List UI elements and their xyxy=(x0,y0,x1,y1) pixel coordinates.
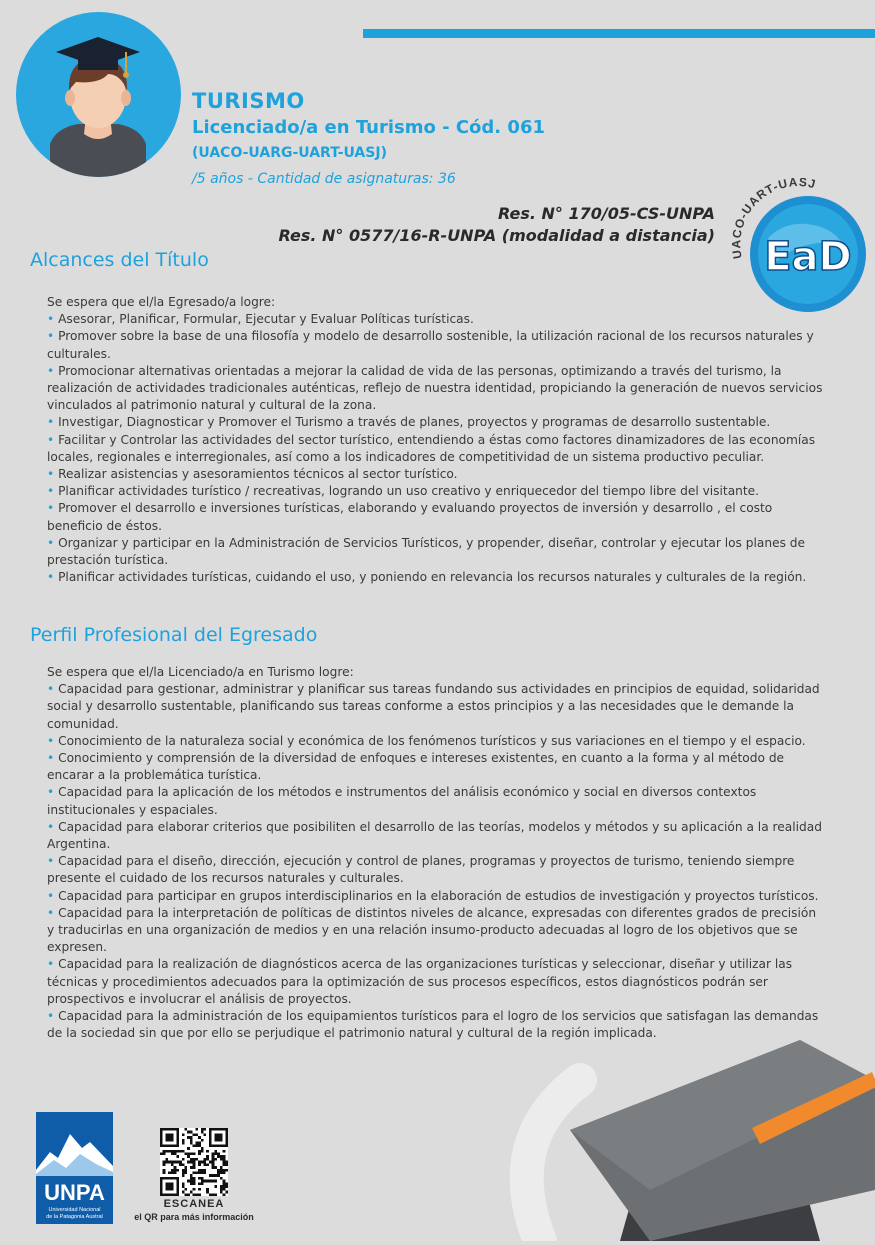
list-item-text: Capacidad para participar en grupos interdisciplinarios en la elaboración de estudios de investigación y proyectos turísticos. xyxy=(58,888,819,903)
section-title-alcances: Alcances del Título xyxy=(30,249,209,271)
list-item-text: Asesorar, Planificar, Formular, Ejecutar y Evaluar Políticas turísticas. xyxy=(58,312,474,327)
degree-name: Licenciado/a en Turismo - Cód. 061 xyxy=(192,117,545,138)
list-item-text: Organizar y participar en la Administración de Servicios Turísticos, y propender, diseñar, controlar y ejecutar los planes de prestación turística. xyxy=(47,535,806,568)
scan-title: ESCANEA xyxy=(163,1198,225,1210)
bullet-icon: • xyxy=(47,888,59,903)
list-item xyxy=(47,784,827,818)
list-item xyxy=(47,733,827,750)
list-item xyxy=(47,535,827,569)
bullet-icon: • xyxy=(47,785,59,800)
list-item-text: Facilitar y Controlar las actividades del sector turístico, entendiendo a éstas como factores dinamizadores de las economías locales, regionales e interregionales, así como a los indicadores de competitividad de un sistema productivo peculiar. xyxy=(47,432,816,464)
list-item-text: Capacidad para elaborar criterios que posibiliten el desarrollo de las teorías, modelos y métodos y su aplicación a la realidad Argentina. xyxy=(47,819,822,852)
list-item xyxy=(47,414,827,431)
bullet-icon: • xyxy=(47,484,59,499)
list-item-text: Investigar, Diagnosticar y Promover el Turismo a través de planes, proyectos y programas de desarrollo sustentable. xyxy=(58,415,771,430)
unpa-logo-sub1: Universidad Nacional xyxy=(48,1207,101,1213)
list-item xyxy=(47,819,827,853)
graduation-cap-decoration xyxy=(500,1020,875,1241)
bullet-icon: • xyxy=(47,415,59,430)
bullet-icon: • xyxy=(47,751,59,766)
list-item xyxy=(47,853,827,887)
bullet-icon: • xyxy=(47,905,59,920)
resolution-1: Res. N° 170/05-CS-UNPA xyxy=(497,204,715,223)
qr-code-icon xyxy=(160,1128,228,1196)
qr-code[interactable] xyxy=(160,1128,228,1196)
bullet-icon: • xyxy=(47,1009,59,1024)
bullet-icon: • xyxy=(47,854,59,869)
duration-info: /5 años - Cantidad de asignaturas: 36 xyxy=(192,171,456,187)
bullet-icon: • xyxy=(47,467,59,482)
bullet-icon: • xyxy=(47,535,59,550)
list-item xyxy=(47,466,827,483)
list-item xyxy=(47,432,827,466)
perfil-list xyxy=(47,681,827,1042)
list-item xyxy=(47,363,827,415)
list-item-text: Capacidad para el diseño, dirección, ejecución y control de planes, programas y proyectos de turismo, teniendo siempre presente el cuidado de los recursos naturales y culturales. xyxy=(47,854,795,886)
alcances-body xyxy=(47,294,827,586)
list-item xyxy=(47,750,827,784)
section-title-perfil: Perfil Profesional del Egresado xyxy=(30,624,318,646)
list-item-text: Promover el desarrollo e inversiones turísticas, elaborando y evaluando proyectos de inversión y desarrollo , el costo beneficio de éstos. xyxy=(47,501,773,533)
list-item xyxy=(47,569,827,586)
alcances-intro: Se espera que el/la Egresado/a logre: xyxy=(47,295,276,309)
list-item-text: Planificar actividades turísticas, cuidando el uso, y poniendo en relevancia los recursos naturales y culturales de la región. xyxy=(58,570,807,585)
bullet-icon: • xyxy=(47,312,59,327)
list-item-text: Capacidad para la interpretación de políticas de distintos niveles de alcance, expresadas con diferentes grados de precisión y traducirlas en una organización de medios y en una relación insumo-producto adecuadas al logro de los objetivos que se expresen. xyxy=(47,905,817,955)
list-item-text: Promocionar alternativas orientadas a mejorar la calidad de vida de las personas, optimizando a través del turismo, la realización de actividades tradicionales auténticas, reflejo de nuestra identidad, propiciando la generación de nuevos servicios vinculados al patrimonio natural y cultural de la zona. xyxy=(47,363,823,413)
list-item xyxy=(47,483,827,500)
bullet-icon: • xyxy=(47,957,59,972)
list-item-text: Planificar actividades turístico / recreativas, logrando un uso creativo y enriquecedor del tiempo libre del visitante. xyxy=(58,484,760,499)
list-item-text: Capacidad para gestionar, administrar y planificar sus tareas fundando sus actividades en principios de equidad, solidaridad social y desarrollo sustentable, planificando sus tareas conforme a estos principios y a las necesidades que le demande la comunidad. xyxy=(47,682,820,731)
list-item-text: Conocimiento de la naturaleza social y económica de los fenómenos turísticos y sus variaciones en el tiempo y el espacio. xyxy=(58,733,806,748)
list-item-text: Conocimiento y comprensión de la diversidad de enfoques e intereses existentes, en cuanto a la forma y al método de encarar a la problemática turística. xyxy=(47,751,785,783)
unpa-logo xyxy=(36,1112,113,1224)
resolution-2: Res. N° 0577/16-R-UNPA (modalidad a distancia) xyxy=(278,226,715,245)
graduate-icon xyxy=(16,12,181,177)
bullet-icon: • xyxy=(47,570,59,585)
bullet-icon: • xyxy=(47,682,59,697)
top-accent-bar xyxy=(363,29,875,38)
career-title: TURISMO xyxy=(192,89,305,113)
list-item-text: Promover sobre la base de una filosofía y modelo de desarrollo sostenible, la utilización racional de los recursos naturales y culturales. xyxy=(47,329,814,361)
campus-list: (UACO-UARG-UART-UASJ) xyxy=(192,145,387,161)
bullet-icon: • xyxy=(47,733,59,748)
scan-caption xyxy=(130,1198,258,1222)
list-item xyxy=(47,956,827,1008)
ead-label: EaD xyxy=(764,234,852,280)
unpa-logo-sub2: de la Patagonia Austral xyxy=(46,1214,103,1220)
perfil-body xyxy=(47,664,827,1042)
alcances-list xyxy=(47,311,827,586)
list-item xyxy=(47,500,827,534)
list-item-text: Capacidad para la realización de diagnósticos acerca de las organizaciones turísticas y seleccionar, diseñar y utilizar las técnicas y procedimientos adecuados para la optimización de sus procesos específicos, estos diagnósticos podrán ser prospectivos e involucrar el análisis de proyectos. xyxy=(47,957,793,1006)
bullet-icon: • xyxy=(47,432,59,447)
list-item xyxy=(47,681,827,733)
list-item xyxy=(47,888,827,905)
bullet-icon: • xyxy=(47,329,59,344)
bullet-icon: • xyxy=(47,819,59,834)
bullet-icon: • xyxy=(47,501,59,516)
graduate-avatar xyxy=(16,12,181,177)
bullet-icon: • xyxy=(47,363,59,378)
ead-arc-text: UACO-UART-UASJ xyxy=(729,178,818,260)
scan-subtitle: el QR para más información xyxy=(134,1212,254,1222)
list-item xyxy=(47,905,827,957)
list-item xyxy=(47,311,827,328)
unpa-logo-name: UNPA xyxy=(44,1180,105,1205)
perfil-intro: Se espera que el/la Licenciado/a en Turismo logre: xyxy=(47,665,354,679)
list-item-text: Realizar asistencias y asesoramientos técnicos al sector turístico. xyxy=(58,467,458,482)
list-item-text: Capacidad para la administración de los equipamientos turísticos para el logro de los servicios que satisfagan las demandas de la sociedad sin que por ello se perjudique el patrimonio natural y cultural de la región implicada. xyxy=(47,1009,819,1041)
unpa-logo-icon xyxy=(36,1112,113,1224)
list-item-text: Capacidad para la aplicación de los métodos e instrumentos del análisis económico y social en diversos contextos institucionales y espaciales. xyxy=(47,785,757,817)
graduation-cap-icon xyxy=(500,1020,875,1241)
list-item xyxy=(47,328,827,362)
